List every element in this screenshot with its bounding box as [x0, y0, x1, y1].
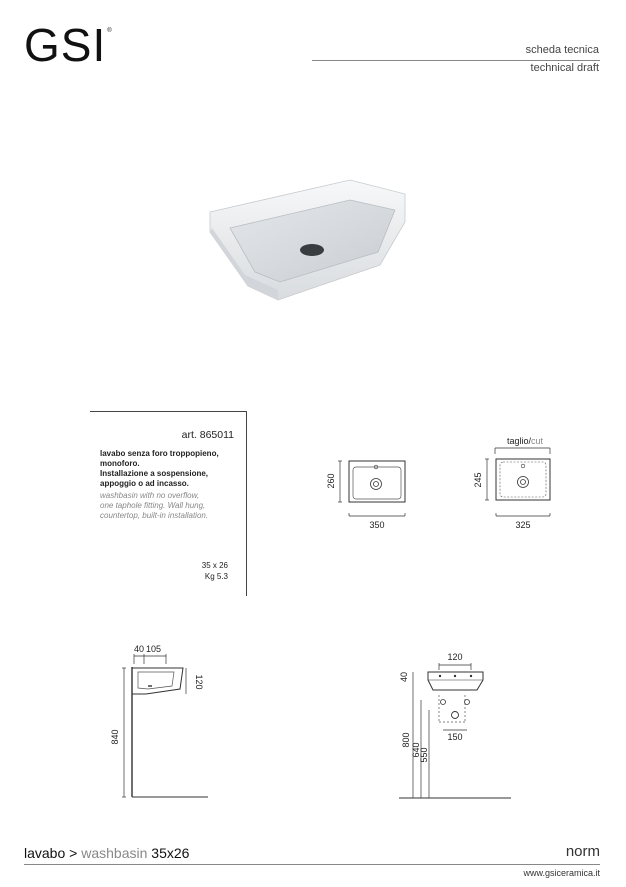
dim-front-800: 800 [401, 732, 411, 748]
header-rule [312, 60, 600, 61]
top-view-drawing [318, 455, 418, 535]
product-name-en: washbasin [81, 845, 148, 861]
website-link[interactable]: www.gsiceramica.it [523, 868, 600, 878]
description-it-line: lavabo senza foro troppopieno, [100, 449, 219, 458]
dim-front-640: 640 [411, 742, 421, 758]
dim-front-40: 40 [399, 671, 409, 683]
description-it-line: Installazione a sospensione, [100, 469, 209, 478]
footer-rule [24, 864, 600, 865]
cut-view-drawing [465, 432, 575, 537]
size-label: 35 x 26 [201, 561, 228, 570]
description-en-line: countertop, built-in installation. [100, 511, 209, 520]
dim-side-b: 105 [146, 644, 162, 654]
header-title-it: scheda tecnica [525, 44, 599, 56]
gsi-logo: GSI® [24, 19, 113, 71]
dim-cut-depth: 245 [473, 472, 483, 488]
breadcrumb-separator: > [65, 845, 82, 861]
dim-front-150: 150 [447, 732, 463, 742]
side-view-drawing [108, 642, 218, 802]
cut-label: taglio/cut [507, 436, 544, 446]
dim-width: 350 [369, 520, 385, 530]
front-view-drawing [395, 650, 515, 802]
dim-cut-width: 325 [515, 520, 531, 530]
washbasin-photo [200, 170, 415, 305]
dim-depth: 260 [326, 473, 336, 489]
product-size: 35x26 [147, 845, 190, 861]
description-en-line: washbasin with no overflow, [100, 491, 200, 500]
dim-side-mount: 840 [110, 729, 120, 745]
dim-front-top: 120 [447, 652, 463, 662]
product-name-it: lavabo [24, 845, 66, 861]
dim-side-height: 120 [194, 674, 204, 690]
description-it [100, 449, 245, 489]
size-weight [202, 560, 228, 582]
description-en [100, 491, 245, 521]
dim-front-550: 550 [419, 747, 429, 763]
footer-product-title [24, 845, 189, 861]
spec-panel [90, 411, 247, 596]
description-it-line: monoforo. [100, 459, 140, 468]
description-en-line: one taphole fitting. Wall hung, [100, 501, 206, 510]
article-number: art. 865011 [181, 429, 234, 441]
weight-label: Kg 5.3 [204, 572, 228, 581]
header-title-en: technical draft [530, 62, 599, 74]
dim-side-a: 40 [134, 644, 145, 654]
collection-name: norm [565, 843, 600, 860]
description-it-line: appoggio o ad incasso. [100, 479, 189, 488]
